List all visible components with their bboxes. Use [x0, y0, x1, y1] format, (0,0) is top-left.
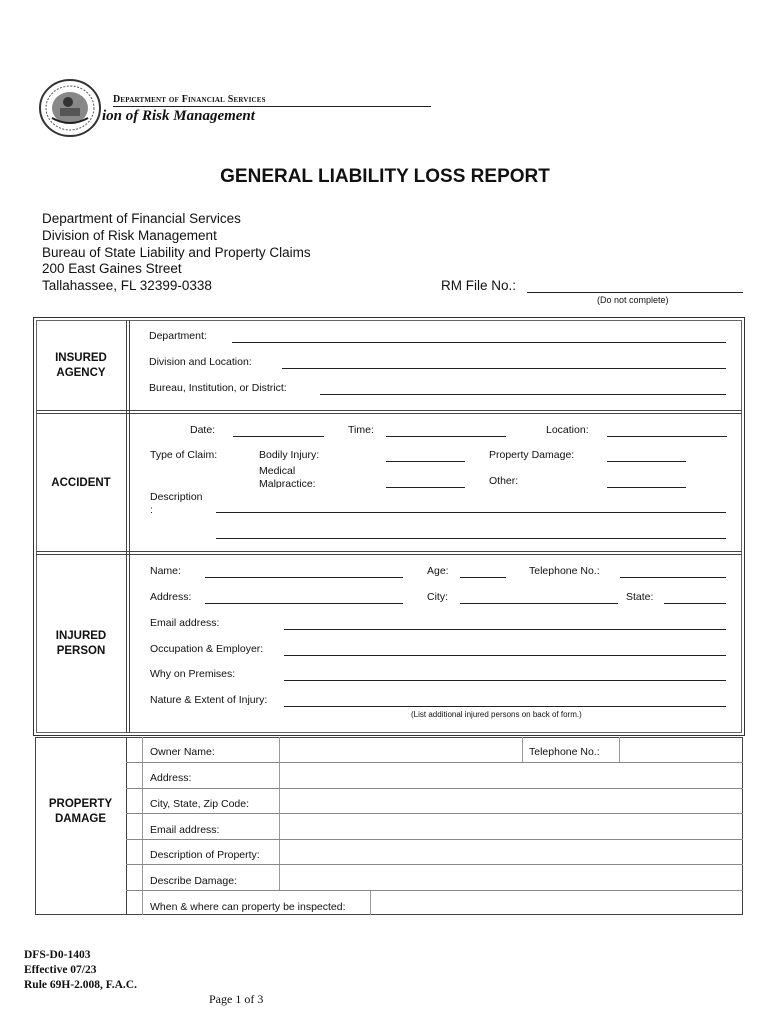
state-field[interactable] — [664, 603, 726, 604]
division-location-label: Division and Location: — [149, 356, 252, 368]
medical-malpractice-label — [259, 465, 316, 488]
nature-injury-label: Nature & Extent of Injury: — [150, 694, 268, 706]
section-divider — [36, 410, 742, 411]
city-label: City: — [427, 591, 448, 603]
email-field[interactable] — [284, 629, 726, 630]
date-label: Date: — [190, 424, 216, 436]
city-field[interactable] — [460, 603, 618, 604]
division-location-field[interactable] — [282, 368, 726, 369]
email-label: Email address: — [150, 617, 220, 629]
bureau-field[interactable] — [320, 394, 726, 395]
bodily-injury-field[interactable] — [386, 461, 465, 462]
rm-file-note: (Do not complete) — [597, 295, 669, 305]
owner-name-label: Owner Name: — [150, 746, 215, 758]
owner-telephone-label: Telephone No.: — [529, 746, 600, 758]
time-field[interactable] — [386, 436, 506, 437]
column-divider — [126, 320, 127, 733]
insured-agency-title — [36, 351, 126, 381]
telephone-label: Telephone No.: — [529, 565, 600, 577]
department-label: Department: — [149, 330, 207, 342]
form-number: DFS-D0-1403 — [24, 949, 91, 961]
header-underline — [113, 106, 431, 107]
city-state-zip-label: City, State, Zip Code: — [150, 798, 250, 810]
address-line: 200 East Gaines Street — [42, 261, 182, 277]
title-line: AGENCY — [56, 367, 106, 379]
date-field[interactable] — [233, 436, 324, 437]
form-frame-inner — [36, 320, 742, 733]
time-label: Time: — [348, 424, 374, 436]
when-where-label: When & where can property be inspected: — [150, 901, 346, 913]
bureau-label: Bureau, Institution, or District: — [149, 382, 287, 394]
description-field-2[interactable] — [216, 538, 726, 539]
mailing-address — [42, 211, 311, 295]
title-line: INSURED — [55, 352, 107, 364]
rm-file-label: RM File No.: — [441, 278, 517, 293]
column-divider — [142, 737, 143, 915]
rule-reference: Rule 69H-2.008, F.A.C. — [24, 979, 137, 991]
column-divider — [522, 737, 523, 762]
property-email-label: Email address: — [150, 824, 220, 836]
column-divider — [126, 737, 127, 915]
property-email-field[interactable] — [280, 814, 742, 838]
rm-file-field[interactable] — [527, 292, 743, 293]
city-state-zip-field[interactable] — [280, 789, 742, 813]
other-label: Other: — [489, 475, 519, 487]
other-field[interactable] — [607, 487, 686, 488]
property-address-label: Address: — [150, 772, 192, 784]
label-line: : — [150, 504, 153, 513]
address-line: Tallahassee, FL 32399-0338 — [42, 278, 212, 294]
label-line: Medical — [259, 465, 296, 477]
injured-person-title — [36, 629, 126, 659]
address-field[interactable] — [205, 603, 403, 604]
section-divider — [36, 554, 742, 555]
property-damage-title — [35, 797, 126, 827]
address-line: Division of Risk Management — [42, 227, 217, 243]
description-label — [150, 491, 203, 513]
owner-name-field[interactable] — [280, 738, 521, 762]
title-line: INJURED — [55, 630, 107, 642]
accident-title: ACCIDENT — [51, 477, 111, 489]
describe-damage-label: Describe Damage: — [150, 875, 237, 887]
when-where-field[interactable] — [371, 891, 742, 914]
page-title: GENERAL LIABILITY LOSS REPORT — [220, 166, 550, 187]
address-line: Bureau of State Liability and Property Claims — [42, 244, 311, 260]
type-of-claim-label: Type of Claim: — [150, 449, 218, 461]
title-line: DAMAGE — [54, 813, 107, 825]
medical-malpractice-field[interactable] — [386, 487, 465, 488]
age-field[interactable] — [460, 577, 506, 578]
owner-telephone-field[interactable] — [620, 738, 742, 762]
property-address-field[interactable] — [280, 763, 742, 787]
header-department: Department of Financial Services — [113, 94, 266, 105]
title-line: PROPERTY — [48, 798, 113, 810]
location-label: Location: — [546, 424, 589, 436]
property-damage-label: Property Damage: — [489, 449, 575, 461]
nature-injury-field[interactable] — [284, 706, 726, 707]
property-damage-field[interactable] — [607, 461, 686, 462]
department-field[interactable] — [232, 342, 726, 343]
label-line: Malpractice: — [259, 478, 316, 488]
location-field[interactable] — [607, 436, 727, 437]
effective-date: Effective 07/23 — [24, 964, 97, 976]
description-property-field[interactable] — [280, 840, 742, 864]
page-number: Page 1 of 3 — [209, 992, 264, 1006]
header-division: ion of Risk Management — [102, 108, 255, 124]
form-info — [24, 948, 137, 993]
describe-damage-field[interactable] — [280, 865, 742, 889]
section-divider — [36, 551, 742, 552]
section-divider — [36, 413, 742, 414]
address-label: Address: — [150, 591, 192, 603]
state-seal-icon — [38, 78, 102, 138]
age-label: Age: — [427, 565, 449, 577]
name-label: Name: — [150, 565, 181, 577]
name-field[interactable] — [205, 577, 403, 578]
label-line: Description — [150, 491, 203, 503]
why-on-premises-label: Why on Premises: — [150, 668, 236, 680]
address-line: Department of Financial Services — [42, 211, 241, 226]
bodily-injury-label: Bodily Injury: — [259, 449, 320, 461]
title-line: PERSON — [56, 645, 106, 657]
column-divider — [129, 320, 130, 733]
telephone-field[interactable] — [620, 577, 726, 578]
why-on-premises-field[interactable] — [284, 680, 726, 681]
injured-note: (List additional injured persons on back of form.) — [411, 710, 582, 719]
occupation-field[interactable] — [284, 655, 726, 656]
description-property-label: Description of Property: — [150, 849, 260, 861]
description-field[interactable] — [216, 512, 726, 513]
state-label: State: — [626, 591, 654, 603]
occupation-label: Occupation & Employer: — [150, 643, 264, 655]
